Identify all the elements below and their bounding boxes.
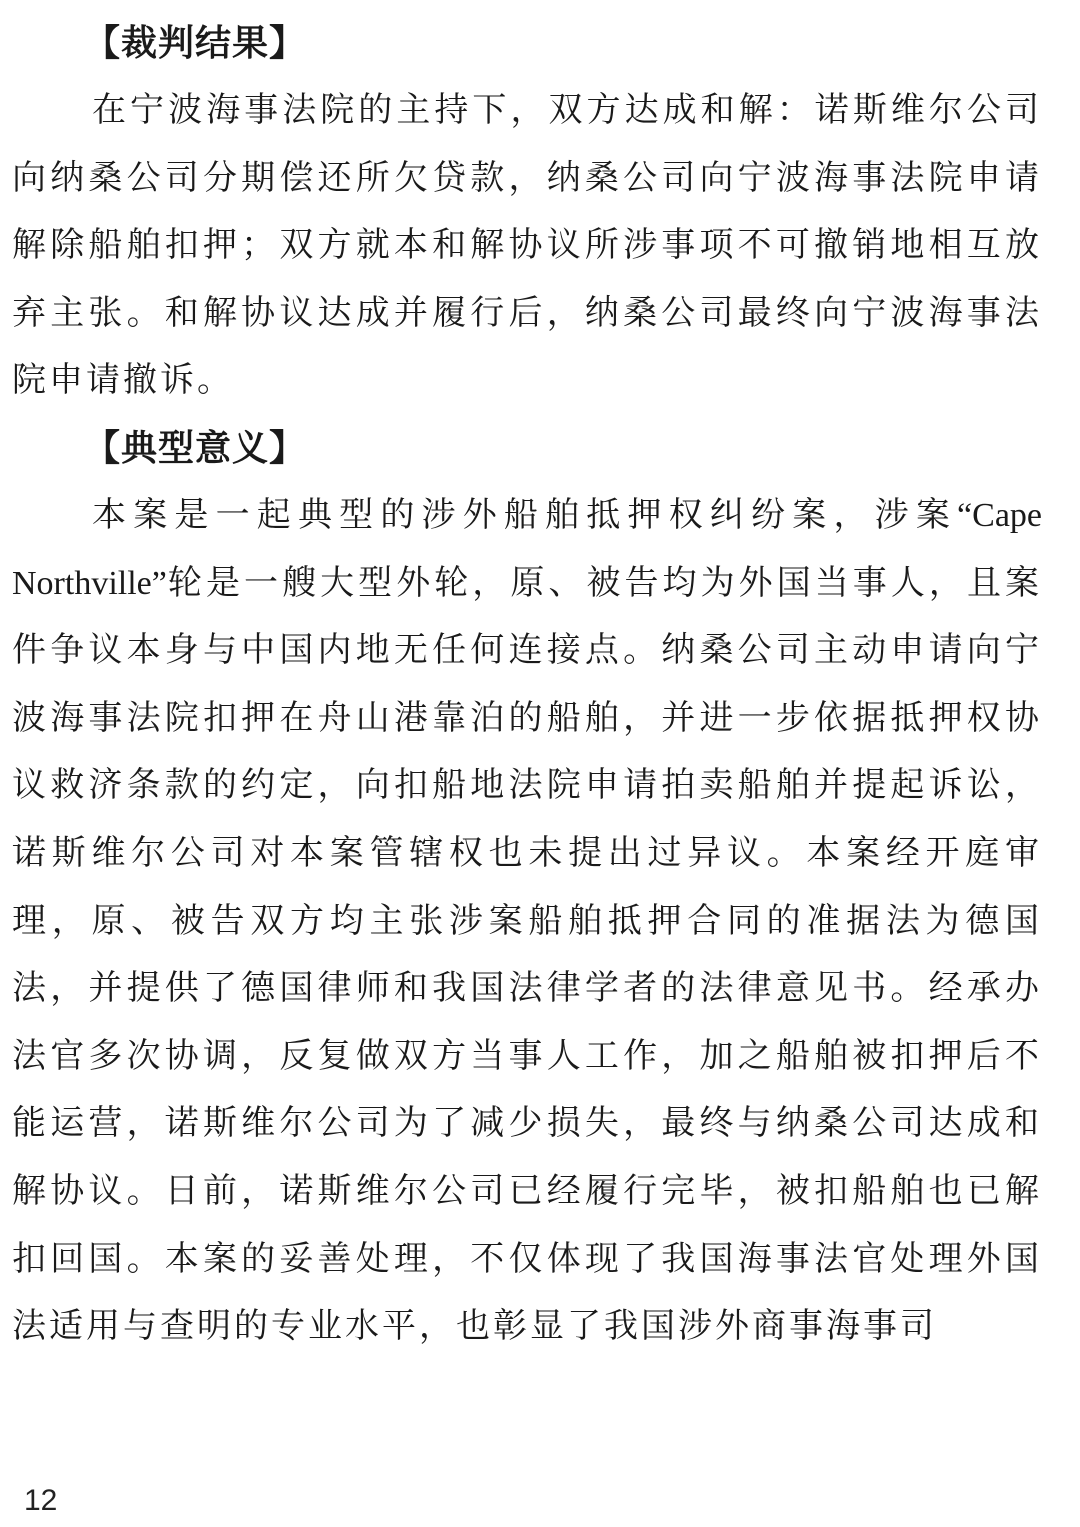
section-typical-significance: [12, 415, 1042, 1361]
section-heading-judgment-result: 【裁判结果】: [84, 23, 307, 64]
paragraph-typical-significance: [12, 482, 1042, 1361]
document-page: [12, 10, 1042, 1361]
paragraph-text-part-1: 本案是一起典型的涉外船舶抵押权纠纷案，涉案: [92, 494, 958, 535]
vessel-name: “Cape Northville”: [12, 496, 1042, 602]
page-number: 12: [24, 1484, 58, 1517]
section-judgment-result: [12, 10, 1042, 415]
paragraph-judgment-result: 在宁波海事法院的主持下，双方达成和解：诺斯维尔公司向纳桑公司分期偿还所欠贷款，纳桑公司向宁波海事法院申请解除船舶扣押；双方就本和解协议所涉事项不可撤销地相互放弃主张。和解协议达成并履行后，纳桑公司最终向宁波海事法院申请撤诉。: [12, 90, 1042, 401]
paragraph-text-part-2: 轮是一艘大型外轮，原、被告均为外国当事人，且案件争议本身与中国内地无任何连接点。纳桑公司主动申请向宁波海事法院扣押在舟山港靠泊的船舶，并进一步依据抵押权协议救济条款的约定，向扣船地法院申请拍卖船舶并提起诉讼，诺斯维尔公司对本案管辖权也未提出过异议。本案经开庭审理，原、被告双方均主张涉案船舶抵押合同的准据法为德国法，并提供了德国律师和我国法律学者的法律意见书。经承办法官多次协调，反复做双方当事人工作，加之船舶被扣押后不能运营，诺斯维尔公司为了减少损失，最终与纳桑公司达成和解协议。日前，诺斯维尔公司已经履行完毕，被扣船舶也已解扣回国。本案的妥善处理，不仅体现了我国海事法官处理外国法适用与查明的专业水平，也彰显了我国涉外商事海事司: [12, 562, 1042, 1347]
section-heading-typical-significance: 【典型意义】: [84, 427, 307, 469]
